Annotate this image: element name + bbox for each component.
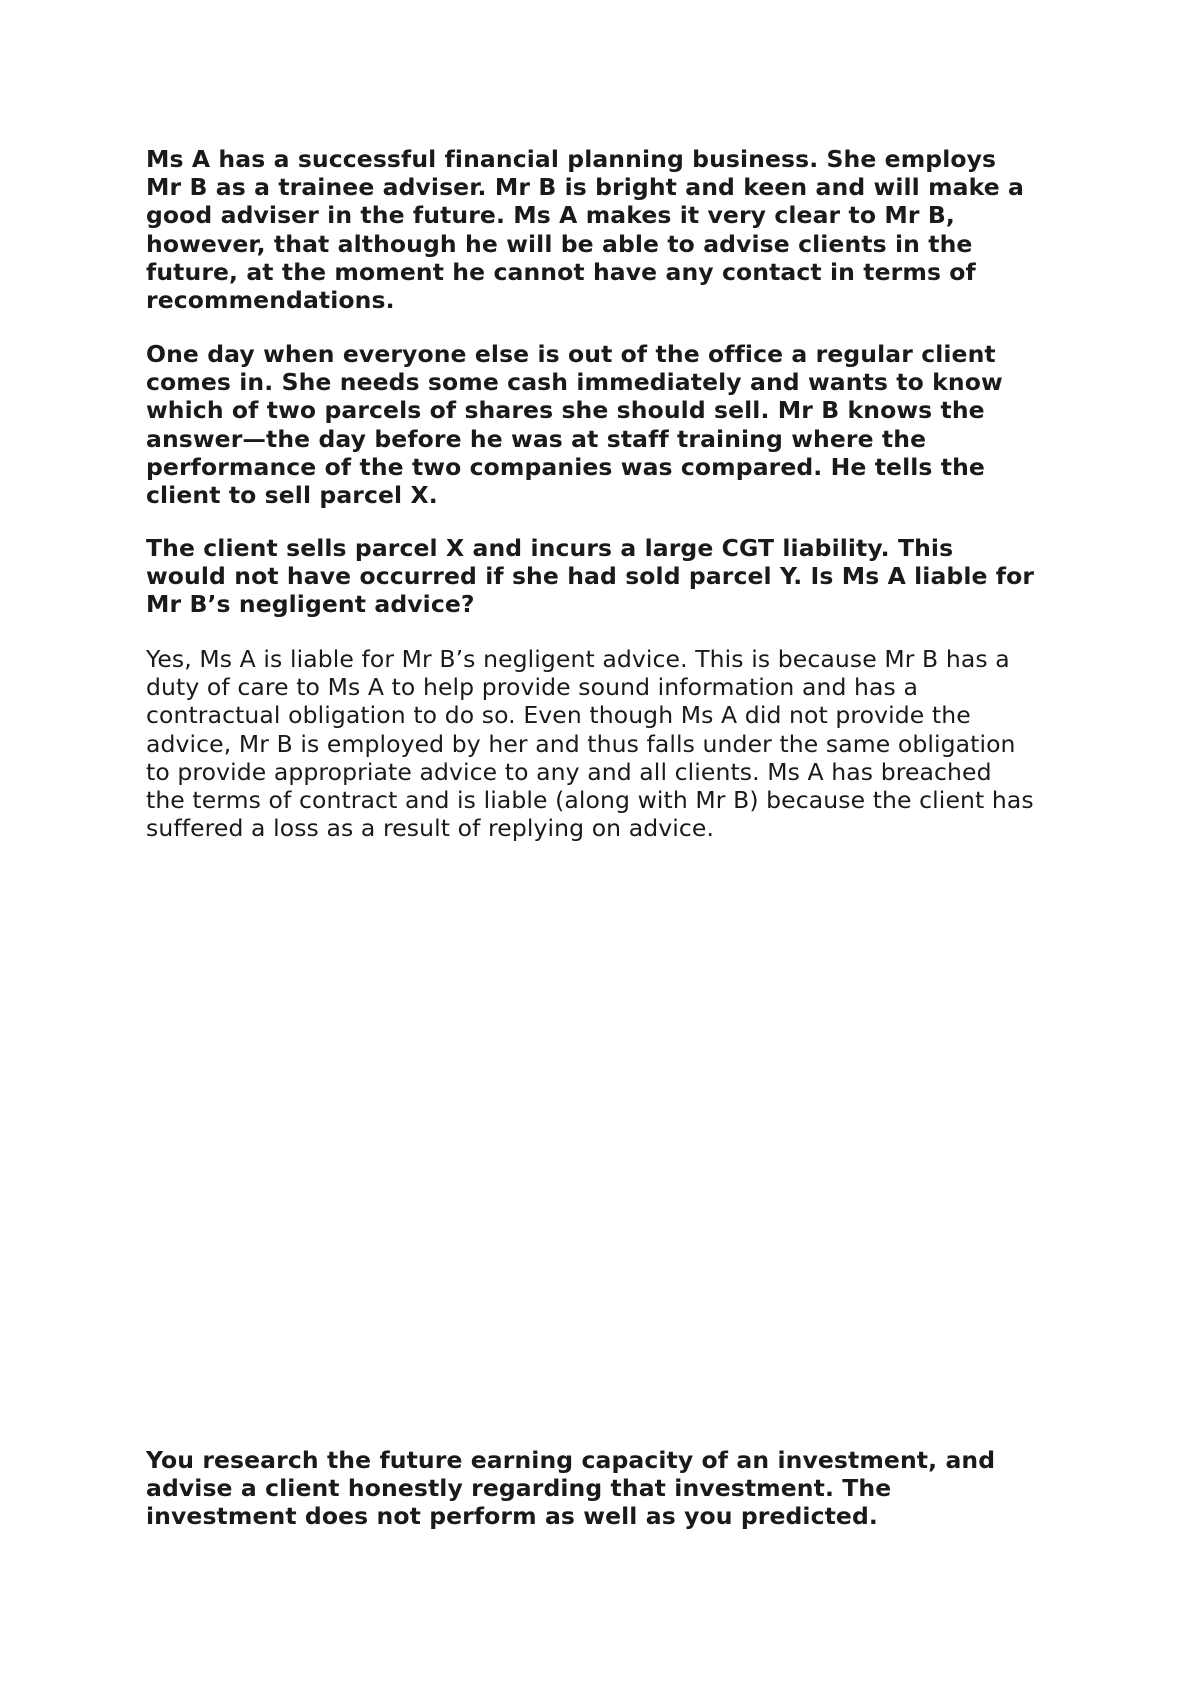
- answer-paragraph: Yes, Ms A is liable for Mr B’s negligent advice. This is because Mr B has a duty of care to Ms A to help provide sound information and has a contractual obligation to do so. Even though Ms A did not provide the advice, Mr B is employed by her and thus falls under the same obligation to provide appropriate advice to any and all clients. Ms A has breached the terms of contract and is liable (along with Mr B) because the client has suffered a loss as a result of replying on advice.: [146, 645, 1034, 843]
- question-paragraph-liability: The client sells parcel X and incurs a large CGT liability. This would not have occurred if she had sold parcel Y. Is Ms A liable for Mr B’s negligent advice?: [146, 534, 1035, 619]
- question-paragraph-scenario: Ms A has a successful financial planning business. She employs Mr B as a trainee adviser. Mr B is bright and keen and will make a good adviser in the future. Ms A makes it very clear to Mr B, however, that although he will be able to advise clients in the future, at the moment he cannot have any contact in terms of recommendations.: [146, 145, 1025, 315]
- question-paragraph-client-visit: One day when everyone else is out of the office a regular client comes in. She needs some cash immediately and wants to know which of two parcels of shares she should sell. Mr B knows the answer—the day before he was at staff training where the performance of the two companies was compared. He tells the client to sell parcel X.: [146, 340, 1003, 510]
- question-paragraph-investment: You research the future earning capacity of an investment, and advise a client honestly regarding that investment. The investment does not perform as well as you predicted.: [146, 1446, 996, 1531]
